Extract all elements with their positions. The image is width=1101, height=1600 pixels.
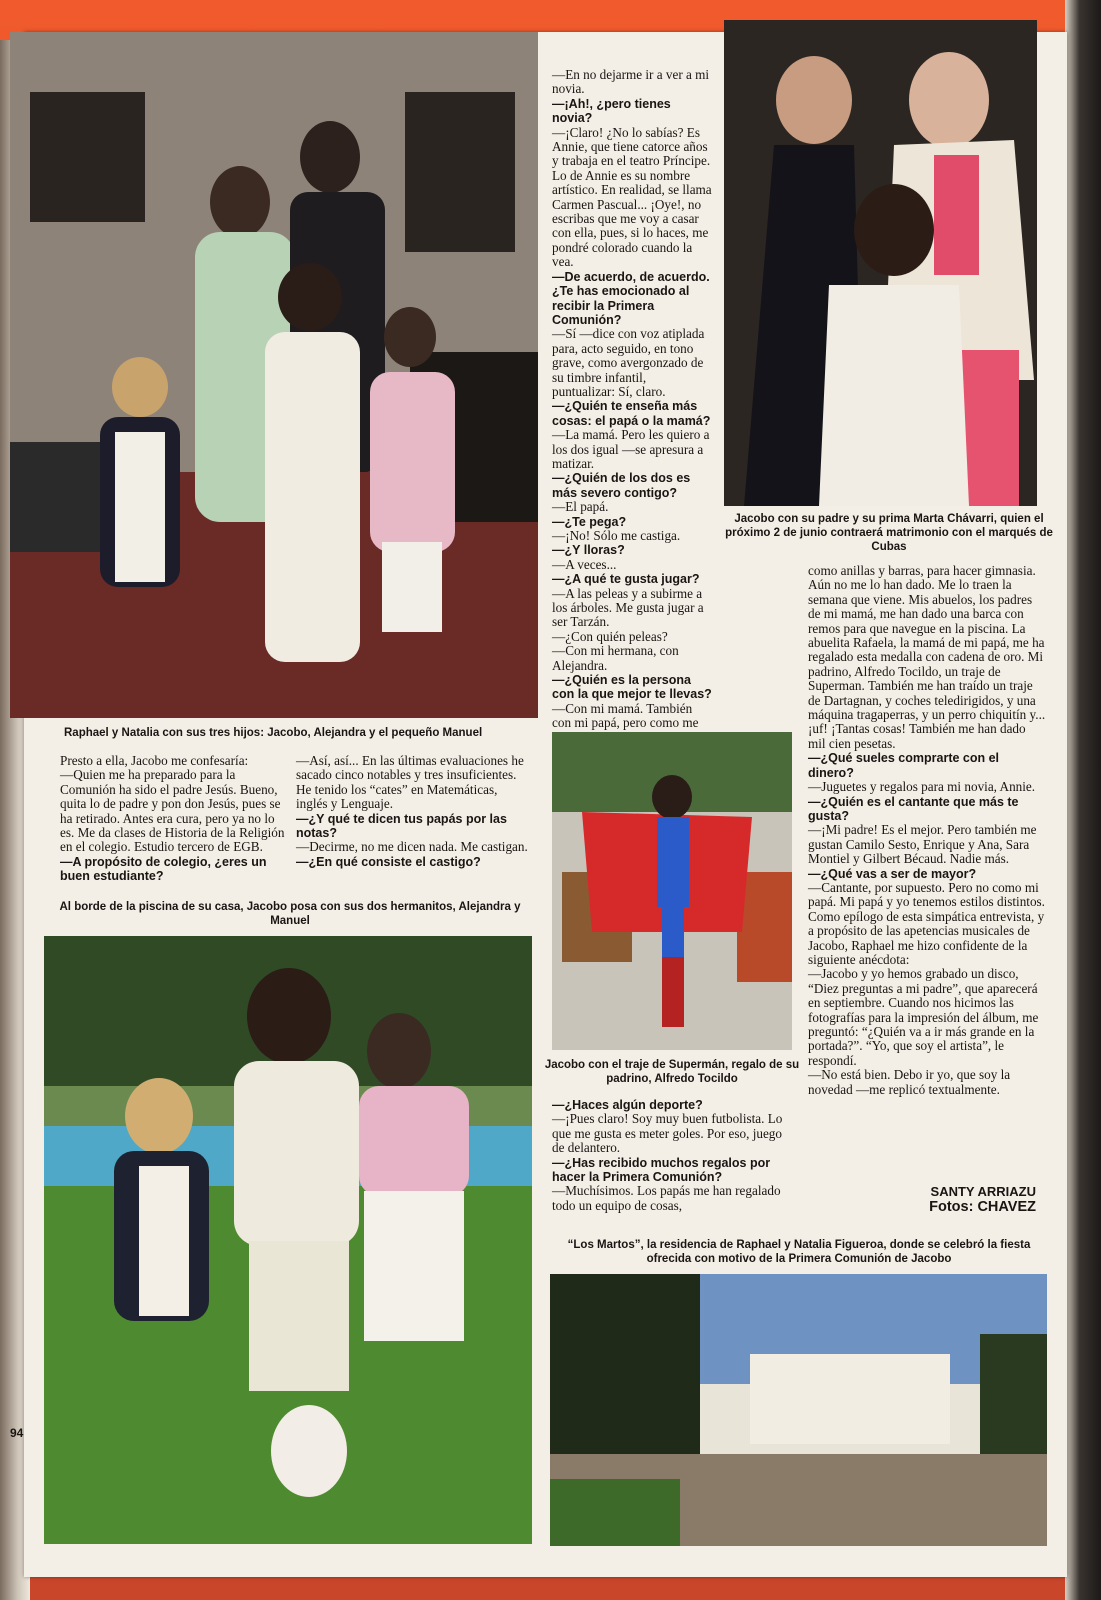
interview-question: —¿Y qué te dicen tus papás por las notas? xyxy=(296,811,507,841)
family-photo-illustration xyxy=(10,32,538,718)
residence-photo xyxy=(550,1274,1047,1546)
superman-photo xyxy=(552,732,792,1050)
column-a-paragraphs xyxy=(60,754,290,884)
interview-paragraph: —¡No! Sólo me castiga. xyxy=(552,528,681,543)
interview-question: —De acuerdo, de acuerdo. ¿Te has emocionado al recibir la Primera Comunión? xyxy=(552,269,710,327)
interview-question: —¡Ah!, ¿pero tienes novia? xyxy=(552,96,671,126)
interview-paragraph: —No está bien. Debo ir yo, que soy la novedad —me replicó textualmente. xyxy=(808,1067,1011,1097)
father-cousin-caption: Jacobo con su padre y su prima Marta Chávarri, quien el próximo 2 de junio contraerá matrimonio con el marqués de Cubas xyxy=(725,513,1053,553)
father-cousin-photo-illustration xyxy=(724,20,1037,506)
interview-column-b xyxy=(296,754,532,869)
interview-question: —¿En qué consiste el castigo? xyxy=(296,854,481,869)
pool-caption: Al borde de la piscina de su casa, Jacobo posa con sus dos hermanitos, Alejandra y Manuel xyxy=(59,901,521,927)
interview-paragraph: —Jacobo y yo hemos grabado un disco, “Diez preguntas a mi padre”, que aparecerá en septiembre. Cuando nos hicimos las fotografías para la impresión del álbum, me preguntó: “¿Quién va a ir más grande en la portada?”. “Yo, que soy el artista”, le respondí. xyxy=(808,966,1039,1068)
interview-paragraph: —A las peleas y a subirme a los árboles. Me gusta jugar a ser Tarzán. xyxy=(552,585,704,630)
interview-paragraph: —A veces... xyxy=(552,556,617,572)
interview-column-c xyxy=(552,68,712,745)
interview-question: —¿Has recibido muchos regalos por hacer la Primera Comunión? xyxy=(552,1155,771,1185)
page-number: 94 xyxy=(10,1426,24,1440)
pool-photo xyxy=(44,936,532,1544)
interview-paragraph: —Decirme, no me dicen nada. Me castigan. xyxy=(296,839,528,855)
interview-question: —¿Haces algún deporte? xyxy=(552,1098,703,1112)
interview-question: —¿Quién de los dos es más severo contigo? xyxy=(552,471,691,500)
column-b-paragraphs xyxy=(296,754,532,869)
interview-paragraph: —El papá. xyxy=(552,499,609,515)
interview-paragraph: —Juguetes y regalos para mi novia, Annie. xyxy=(808,779,1036,795)
interview-column-e xyxy=(808,564,1046,1097)
interview-paragraph: —Cantante, por supuesto. Pero no como mi papá. Mi papá y yo tenemos estilos distintos. xyxy=(808,879,1045,910)
pool-photo-illustration xyxy=(44,936,532,1544)
interview-paragraph: —Con mi hermana, con Alejandra. xyxy=(552,643,679,673)
interview-paragraph: —¿Con quién peleas? xyxy=(552,628,668,644)
superman-caption: Jacobo con el traje de Supermán, regalo de su padrino, Alfredo Tocildo xyxy=(544,1059,800,1085)
column-d-paragraphs xyxy=(552,1098,792,1213)
interview-paragraph: como anillas y barras, para hacer gimnasia. Aún no me lo han dado. Me lo traen la semana que viene. Mis abuelos, los padres de mi mamá, me han dado una barca con remos para que navegue en la piscina. La abuelita Rafaela, la mamá de mi papá, me ha regalado esta medalla con cadena de oro. Mi padrino, Alfredo Tocildo, un traje de Superman. También me han traído un traje de Dartagnan, y coches teledirigidos, y una máquina tragaperras, y un perro chiquitín y... ¡uf! ¡Tantas cosas! También me han dado mil cien pesetas. xyxy=(808,563,1046,751)
interview-column-d xyxy=(552,1098,792,1213)
residence-photo-illustration xyxy=(550,1274,1047,1546)
interview-paragraph: —¡Mi padre! Es el mejor. Pero también me gustan Camilo Sesto, Enrique y Ana, Sara Montiel y Gilbert Bécaud. Nadie más. xyxy=(808,822,1037,867)
column-c-paragraphs xyxy=(552,68,712,745)
father-cousin-photo xyxy=(724,20,1037,506)
interview-paragraph: —En no dejarme ir a ver a mi novia. xyxy=(552,67,710,97)
interview-question: —¿Qué sueles comprarte con el dinero? xyxy=(808,751,1000,780)
interview-question: —¿Quién te enseña más cosas: el papá o la mamá? xyxy=(552,399,711,428)
interview-paragraph: —Sí —dice con voz atiplada para, acto seguido, en tono grave, como avergonzado de su timbre infantil, puntualizar: Sí, claro. xyxy=(552,326,705,399)
interview-question: —¿Quién es la persona con la que mejor te llevas? xyxy=(552,673,712,702)
interview-paragraph: —La mamá. Pero les quiero a los dos igual —se apresura a matizar. xyxy=(552,427,710,471)
interview-question: —¿Qué vas a ser de mayor? xyxy=(808,866,977,881)
family-photo xyxy=(10,32,538,718)
author-name: SANTY ARRIAZU xyxy=(930,1184,1036,1199)
photo-credit: Fotos: CHAVEZ xyxy=(929,1199,1036,1215)
interview-question: —¿Quién es el cantante que más te gusta? xyxy=(808,794,1019,823)
interview-paragraph: —Así, así... En las últimas evaluaciones he sacado cinco notables y tres insuficientes. He tenido los “cates” en Matemáticas, inglés y Lenguaje. xyxy=(296,753,524,812)
interview-paragraph: Presto a ella, Jacobo me confesaría: xyxy=(60,753,249,768)
magazine-page xyxy=(10,32,1067,1577)
interview-question: —A propósito de colegio, ¿eres un buen estudiante? xyxy=(60,854,267,884)
interview-paragraph: —Muchísimos. Los papás me han regalado todo un equipo de cosas, xyxy=(552,1183,781,1213)
interview-paragraph: —Con mi mamá. También con mi papá, pero como me xyxy=(552,700,699,731)
family-photo-caption: Raphael y Natalia con sus tres hijos: Jacobo, Alejandra y el pequeño Manuel xyxy=(64,727,483,739)
column-e-paragraphs xyxy=(808,564,1046,1097)
interview-question: —¿Y lloras? xyxy=(552,543,625,558)
superman-photo-illustration xyxy=(552,732,792,1050)
interview-paragraph: —Quien me ha preparado para la Comunión ha sido el padre Jesús. Bueno, quita lo de padre y pon don Jesús, pues se ha retirado. Antes era cura, pero ya no lo es. Me da clases de Historia de la Religión en el colegio. Estudio tercero de EGB. xyxy=(60,767,285,855)
byline xyxy=(864,1184,1036,1215)
interview-paragraph: —¡Pues claro! Soy muy buen futbolista. Lo que me gusta es meter goles. Por eso, juego de delantero. xyxy=(552,1111,783,1156)
binding-edge xyxy=(1065,0,1101,1600)
interview-question: —¿Te pega? xyxy=(552,514,627,529)
interview-paragraph: Como epílogo de esta simpática entrevista, y a propósito de las apetencias musicales de Jacobo, Raphael me hizo confidente de la siguiente anécdota: xyxy=(808,908,1045,967)
interview-question: —¿A qué te gusta jugar? xyxy=(552,572,700,587)
interview-column-a xyxy=(60,754,290,884)
interview-paragraph: —¡Claro! ¿No lo sabías? Es Annie, que tiene catorce años y trabaja en el teatro Príncipe. Lo de Annie es su nombre artístico. En realidad, se llama Carmen Pascual... ¡Oye!, no escribas que me voy a casar con ella, pues, si lo haces, me pondré colorado cuando la vea. xyxy=(552,124,712,270)
residence-caption: “Los Martos”, la residencia de Raphael y Natalia Figueroa, donde se celebró la fiesta ofrecida con motivo de la Primera Comunión de Jacobo xyxy=(567,1239,1031,1265)
